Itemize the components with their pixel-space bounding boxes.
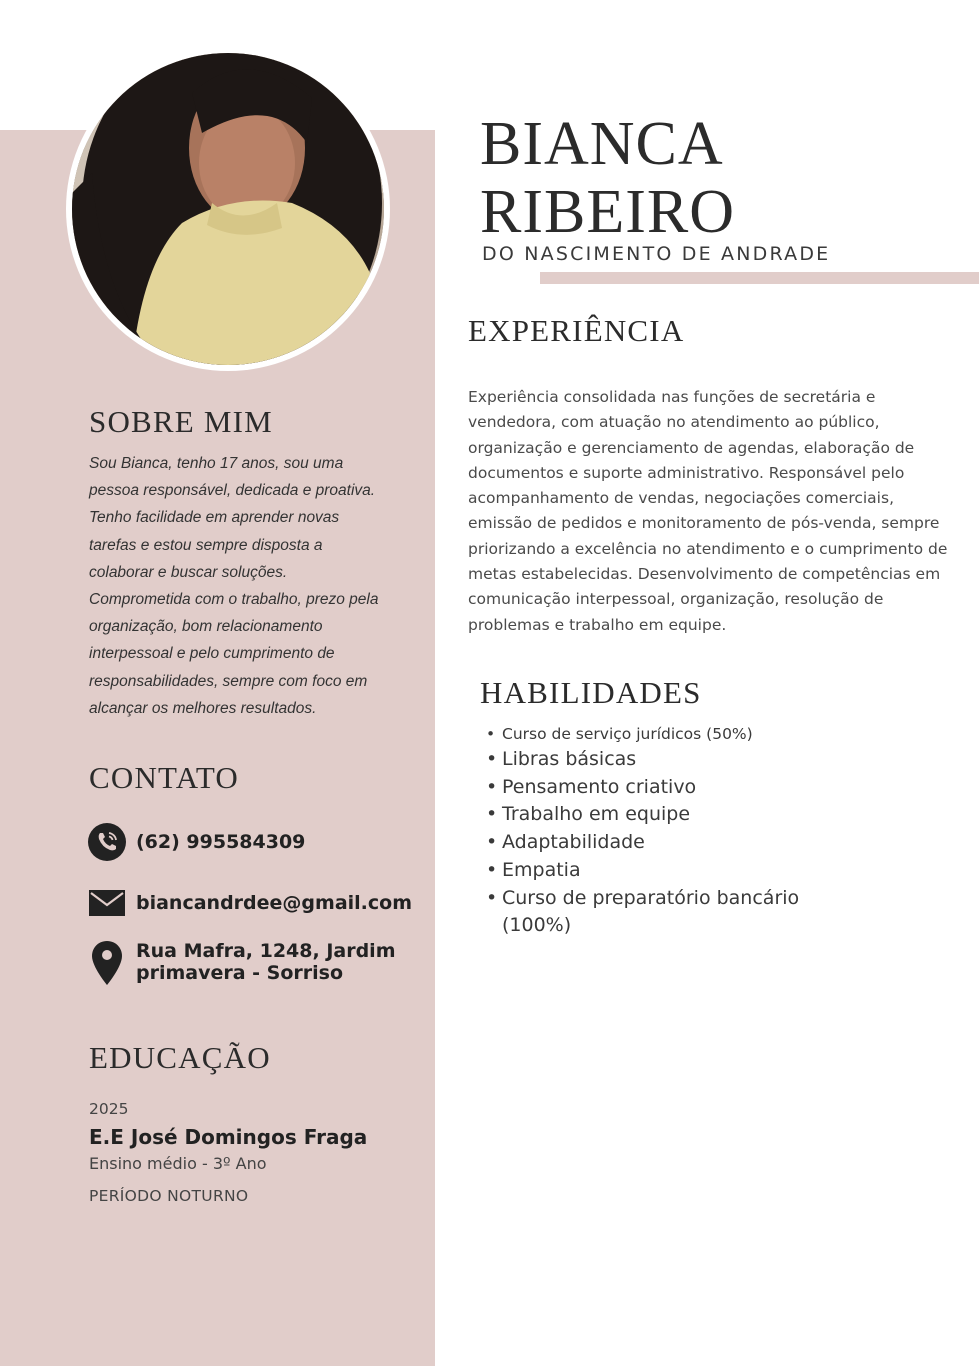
contact-phone — [88, 823, 305, 861]
location-pin-icon — [88, 940, 126, 986]
address-text: Rua Mafra, 1248, Jardim primavera - Sorriso — [136, 940, 396, 984]
contact-address — [88, 940, 396, 986]
profile-photo-illustration — [72, 53, 384, 365]
contact-heading: CONTATO — [89, 760, 240, 795]
phone-icon — [88, 823, 126, 861]
profile-photo — [72, 53, 384, 365]
accent-bar — [540, 272, 979, 284]
skill-item: • Adaptabilidade — [484, 829, 844, 857]
first-name: BIANCA — [480, 110, 724, 178]
education-heading: EDUCAÇÃO — [89, 1040, 271, 1075]
skill-item: • Curso de preparatório bancário (100%) — [484, 885, 844, 940]
education-level: Ensino médio - 3º Ano — [89, 1154, 267, 1173]
about-text: Sou Bianca, tenho 17 anos, sou uma pessoa responsável, dedicada e proativa. Tenho facilidade em aprender novas tarefas e estou sempre disposta a colaborar e buscar soluções. Comprometida com o trabalho, prezo pela organização, bom relacionamento interpessoal e pelo cumprimento de responsabilidades, sempre com foco em alcançar os melhores resultados. — [89, 455, 379, 717]
education-school: E.E José Domingos Fraga — [89, 1125, 368, 1149]
skill-item: • Trabalho em equipe — [484, 801, 844, 829]
contact-email — [88, 884, 412, 922]
education-period: PERÍODO NOTURNO — [89, 1187, 249, 1205]
email-address[interactable]: biancandrdee@gmail.com — [136, 892, 412, 914]
about-heading: SOBRE MIM — [89, 404, 273, 439]
skill-item: • Libras básicas — [484, 746, 844, 774]
experience-text: Experiência consolidada nas funções de secretária e vendedora, com atuação no atendimento ao público, organização e gerenciamento de agendas, elaboração de documentos e suporte administrativo. Responsável pelo acompanhamento de vendas, negociações comerciais, emissão de pedidos e monitoramento de pós-venda, sempre priorizando a excelência no atendimento e o cumprimento de metas estabelecidas. Desenvolvimento de competências em comunicação interpessoal, organização, resolução de problemas e trabalho em equipe. — [468, 388, 948, 634]
education-year: 2025 — [89, 1100, 129, 1118]
mail-icon — [88, 884, 126, 922]
experience-heading: EXPERIÊNCIA — [468, 313, 685, 348]
skills-list — [484, 722, 844, 940]
skills-heading: HABILIDADES — [480, 675, 702, 710]
name-subtitle: DO NASCIMENTO DE ANDRADE — [482, 243, 831, 265]
skill-item: • Curso de serviço jurídicos (50%) — [484, 722, 844, 746]
skill-item: • Empatia — [484, 857, 844, 885]
last-name: RIBEIRO — [480, 178, 735, 246]
phone-number[interactable]: (62) 995584309 — [136, 831, 306, 853]
skill-item: • Pensamento criativo — [484, 774, 844, 802]
